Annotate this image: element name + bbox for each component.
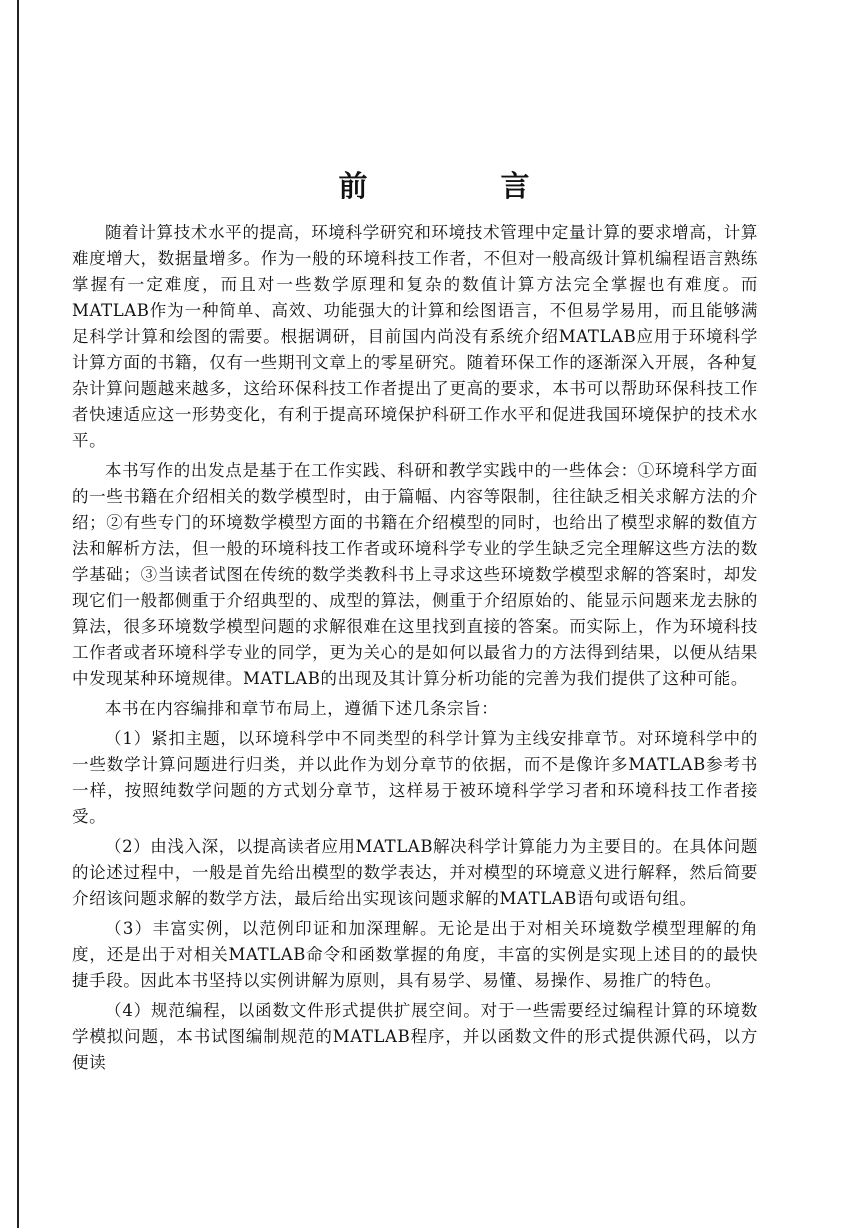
- paragraph-principle-1: （1）紧扣主题，以环境科学中不同类型的科学计算为主线安排章节。对环境科学中的一些数学计算问题进行归类，并以此作为划分章节的依据，而不是像许多MATLAB参考书一样，按照纯数学问题的方式划分章节，这样易于被环境科学学习者和环境科技工作者接受。: [72, 729, 758, 826]
- paragraph-principle-4: （4）规范编程，以函数文件形式提供扩展空间。对于一些需要经过编程计算的环境数学模拟问题，本书试图编制规范的MATLAB程序，并以函数文件的形式提供源代码，以方便读: [72, 1001, 758, 1072]
- page-title: 前 言: [338, 169, 582, 203]
- preface-body: [72, 220, 758, 1076]
- paragraph-principle-3: （3）丰富实例，以范例印证和加深理解。无论是出于对相关环境数学模型理解的角度，还是出于对相关MATLAB命令和函数掌握的角度，丰富的实例是实现上述目的的最快捷手段。因此本书坚持以实例讲解为原则，具有易学、易懂、易操作、易推广的特色。: [72, 919, 758, 990]
- paragraph-principles-lead: 本书在内容编排和章节布局上，遵循下述几条宗旨：: [105, 699, 499, 718]
- paragraph-motivation: 本书写作的出发点是基于在工作实践、科研和教学实践中的一些体会：①环境科学方面的一些书籍在介绍相关的数学模型时，由于篇幅、内容等限制，往往缺乏相关求解方法的介绍；②有些专门的环境数学模型方面的书籍在介绍模型的同时，也给出了模型求解的数值方法和解析方法，但一般的环境科技工作者或环境科学专业的学生缺乏完全理解这些方法的数学基础；③当读者试图在传统的数学类教科书上寻求这些环境数学模型求解的答案时，却发现它们一般都侧重于介绍典型的、成型的算法，侧重于介绍原始的、能显示问题来龙去脉的算法，很多环境数学模型问题的求解很难在这里找到直接的答案。而实际上，作为环境科技工作者或者环境科学专业的同学，更为关心的是如何以最省力的方法得到结果，以便从结果中发现某种环境规律。MATLAB的出现及其计算分析功能的完善为我们提供了这种可能。: [72, 461, 758, 688]
- paragraph-intro: 随着计算技术水平的提高，环境科学研究和环境技术管理中定量计算的要求增高，计算难度增大，数据量增多。作为一般的环境科技工作者，不但对一般高级计算机编程语言熟练掌握有一定难度，而且对一些数学原理和复杂的数值计算方法完全掌握也有难度。而MATLAB作为一种简单、高效、功能强大的计算和绘图语言，不但易学易用，而且能够满足科学计算和绘图的需要。根据调研，目前国内尚没有系统介绍MATLAB应用于环境科学计算方面的书籍，仅有一些期刊文章上的零星研究。随着环保工作的逐渐深入开展，各种复杂计算问题越来越多，这给环保科技工作者提出了更高的要求，本书可以帮助环保科技工作者快速适应这一形势变化，有利于提高环境保护科研工作水平和促进我国环境保护的技术水平。: [72, 223, 758, 450]
- paragraph-principle-2: （2）由浅入深，以提高读者应用MATLAB解决科学计算能力为主要目的。在具体问题的论述过程中，一般是首先给出模型的数学表达，并对模型的环境意义进行解释，然后简要介绍该问题求解的数学方法，最后给出实现该问题求解的MATLAB语句或语句组。: [72, 837, 758, 908]
